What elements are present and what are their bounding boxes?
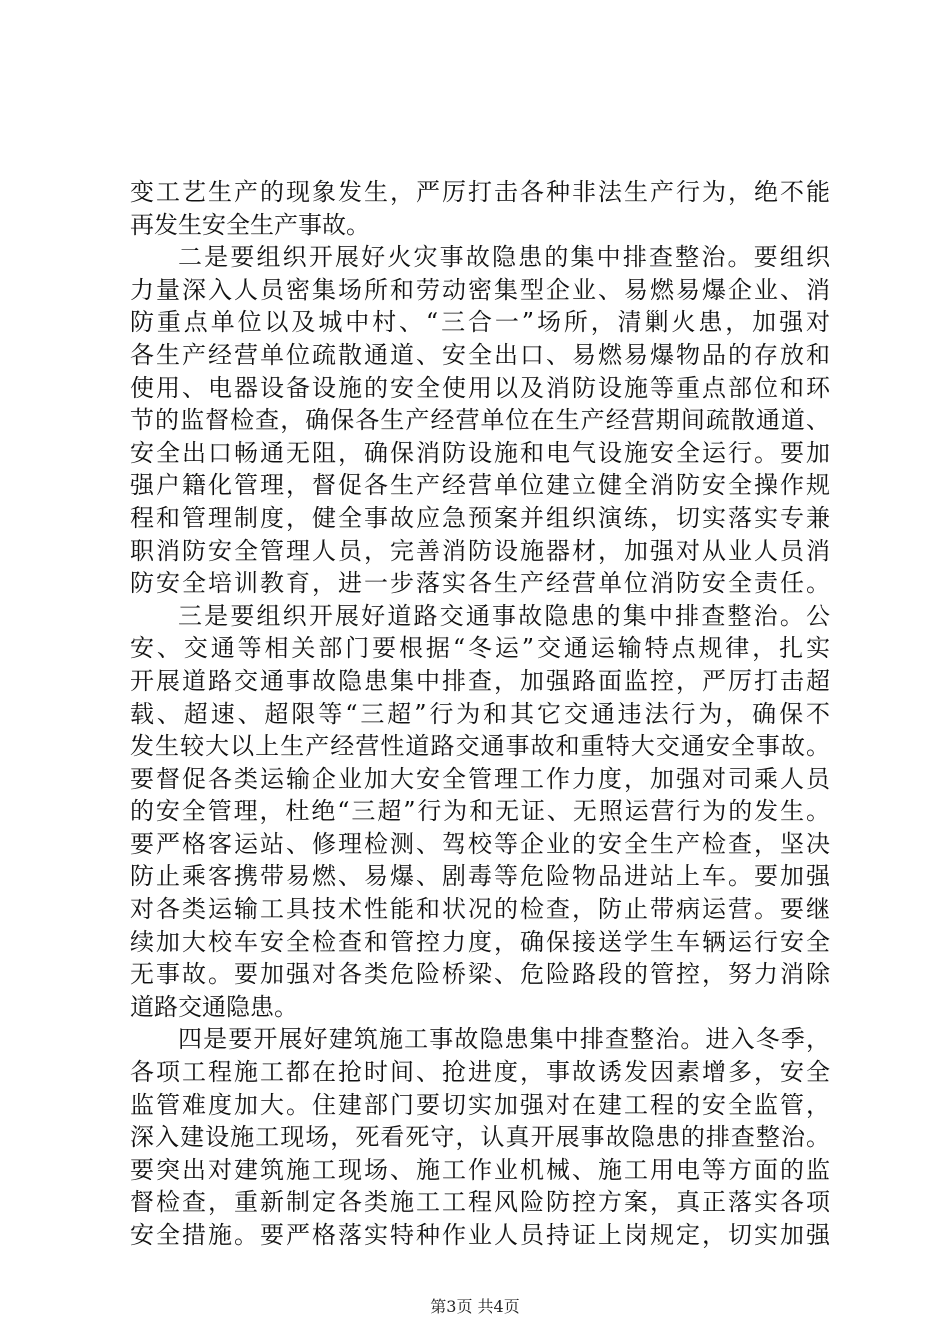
text-line: 要督促各类运输企业加大安全管理工作力度，加强对司乘人员 — [130, 764, 830, 793]
text-line: 再发生安全生产事故。 — [130, 210, 370, 239]
text-line: 节的监督检查，确保各生产经营单位在生产经营期间疏散通道、 — [130, 406, 830, 435]
text-line: 载、超速、超限等“三超”行为和其它交通违法行为，确保不 — [130, 699, 830, 728]
text-line: 道路交通隐患。 — [130, 992, 298, 1021]
text-line: 防重点单位以及城中村、“三合一”场所，清剿火患，加强对 — [130, 308, 830, 337]
text-line: 各生产经营单位疏散通道、安全出口、易燃易爆物品的存放和 — [130, 340, 830, 369]
text-line: 续加大校车安全检查和管控力度，确保接送学生车辆运行安全 — [130, 927, 830, 956]
text-line: 安、交通等相关部门要根据“冬运”交通运输特点规律，扎实 — [130, 634, 830, 663]
text-line: 深入建设施工现场，死看死守，认真开展事故隐患的排查整治。 — [130, 1123, 830, 1152]
page-number-label: 第3页 共4页 — [430, 1297, 520, 1316]
text-line: 防安全培训教育，进一步落实各生产经营单位消防安全责任。 — [130, 569, 830, 598]
text-line: 发生较大以上生产经营性道路交通事故和重特大交通安全事故。 — [130, 732, 830, 761]
text-line: 安全出口畅通无阻，确保消防设施和电气设施安全运行。要加 — [130, 438, 830, 467]
text-line: 变工艺生产的现象发生，严厉打击各种非法生产行为，绝不能 — [130, 178, 830, 206]
text-line: 安全措施。要严格落实特种作业人员持证上岗规定，切实加强 — [130, 1221, 830, 1249]
document-body — [130, 176, 830, 1252]
text-line: 监管难度加大。住建部门要切实加强对在建工程的安全监管， — [130, 1090, 830, 1119]
text-line: 使用、电器设备设施的安全使用以及消防设施等重点部位和环 — [130, 373, 830, 402]
text-line: 各项工程施工都在抢时间、抢进度，事故诱发因素增多，安全 — [130, 1058, 830, 1087]
text-line: 督检查，重新制定各类施工工程风险防控方案，真正落实各项 — [130, 1188, 830, 1217]
text-line: 的安全管理，杜绝“三超”行为和无证、无照运营行为的发生。 — [130, 797, 830, 826]
text-line: 要突出对建筑施工现场、施工作业机械、施工用电等方面的监 — [130, 1155, 830, 1184]
text-line: 三是要组织开展好道路交通事故隐患的集中排查整治。公 — [178, 601, 830, 630]
text-line: 防止乘客携带易燃、易爆、剧毒等危险物品进站上车。要加强 — [130, 862, 830, 891]
text-line: 程和管理制度，健全事故应急预案并组织演练，切实落实专兼 — [130, 503, 830, 532]
text-line: 开展道路交通事故隐患集中排查，加强路面监控，严厉打击超 — [130, 666, 830, 695]
page-footer — [0, 1294, 950, 1317]
text-line: 强户籍化管理，督促各生产经营单位建立健全消防安全操作规 — [130, 471, 830, 500]
text-line: 力量深入人员密集场所和劳动密集型企业、易燃易爆企业、消 — [130, 275, 830, 304]
text-line: 要严格客运站、修理检测、驾校等企业的安全生产检查，坚决 — [130, 829, 830, 858]
text-line: 对各类运输工具技术性能和状况的检查，防止带病运营。要继 — [130, 895, 830, 924]
text-line: 二是要组织开展好火灾事故隐患的集中排查整治。要组织 — [178, 243, 830, 272]
text-line: 职消防安全管理人员，完善消防设施器材，加强对从业人员消 — [130, 536, 830, 565]
text-line: 无事故。要加强对各类危险桥梁、危险路段的管控，努力消除 — [130, 960, 830, 989]
text-line: 四是要开展好建筑施工事故隐患集中排查整治。进入冬季， — [178, 1025, 830, 1054]
